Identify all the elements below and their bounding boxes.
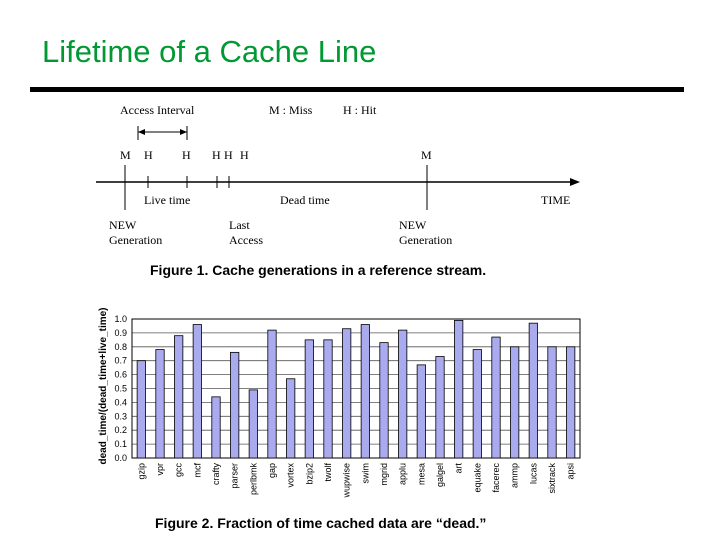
bar-crafty [212,397,220,458]
x-tick-label: wupwise [341,463,352,498]
y-tick-label: 0.0 [114,453,127,463]
bar-mcf [193,325,201,458]
marker-h-3: H [212,148,221,162]
x-tick-label: swim [360,463,371,484]
access-interval-label: Access Interval [120,103,195,117]
x-tick-label: twolf [323,463,333,482]
bar-sixtrack [548,347,556,458]
bar-lucas [529,323,537,458]
last-access-line2: Access [229,233,263,247]
y-tick-label: 0.4 [114,397,127,408]
bar-perlbmk [249,390,257,458]
y-tick-label: 0.8 [114,341,127,352]
x-tick-label: gap [267,463,277,479]
bar-bzip2 [305,340,313,458]
y-tick-label: 0.2 [114,425,127,436]
x-tick-label: mgrid [379,463,389,486]
bar-swim [361,325,369,458]
x-tick-label: lucas [528,463,539,485]
miss-legend: M : Miss [269,103,313,117]
x-tick-label: crafty [211,463,221,486]
bar-apsi [566,347,574,458]
x-tick-label: mcf [192,463,203,478]
bar-art [454,320,462,458]
x-tick-label: ammp [509,463,520,489]
x-tick-label: facerec [491,463,501,493]
x-tick-label: vortex [285,463,296,488]
x-tick-label: mesa [416,463,427,486]
x-tick-label: equake [472,463,483,493]
new-generation-1-line1: NEW [109,218,137,232]
time-label: TIME [541,193,571,207]
marker-m-1: M [120,148,131,162]
bar-mesa [417,365,425,458]
x-tick-label: sixtrack [547,463,557,494]
y-tick-label: 0.6 [114,369,127,380]
marker-h-4: H [224,148,233,162]
x-tick-label: art [453,463,464,474]
y-tick-label: 1.0 [114,314,127,324]
y-tick-label: 0.7 [114,355,127,366]
y-tick-label: 0.5 [114,383,127,394]
bar-gzip [137,361,145,458]
new-generation-1-line2: Generation [109,233,163,247]
bar-mgrid [380,343,388,458]
x-tick-label: galgel [435,463,445,488]
y-tick-label: 0.9 [114,327,127,338]
bar-ammp [510,347,518,458]
y-tick-label: 0.3 [114,411,127,422]
marker-h-2: H [182,148,191,162]
x-tick-label: gzip [136,463,147,480]
marker-m-2: M [421,148,432,162]
new-generation-2-line1: NEW [399,218,427,232]
last-access-line1: Last [229,218,250,232]
x-tick-label: perlbmk [248,463,259,496]
bar-vpr [156,350,164,458]
bar-facerec [492,337,500,458]
slide-title: Lifetime of a Cache Line [42,34,377,69]
hit-legend: H : Hit [343,103,377,117]
bar-twolf [324,340,332,458]
bar-gcc [174,336,182,458]
bar-equake [473,350,481,458]
x-tick-label: parser [229,463,240,489]
dead-time-label: Dead time [280,193,330,207]
x-tick-label: applu [397,463,408,486]
marker-h-5: H [240,148,249,162]
x-tick-label: bzip2 [304,463,315,485]
figure-1-caption: Figure 1. Cache generations in a reference stream. [150,262,487,278]
x-tick-label: gcc [173,463,184,478]
x-tick-label: vpr [155,463,165,476]
x-tick-label: apsi [565,463,576,480]
bar-wupwise [342,329,350,458]
bar-galgel [436,357,444,458]
new-generation-2-line2: Generation [399,233,453,247]
bar-gap [268,330,276,458]
bar-parser [230,352,238,458]
bar-vortex [286,379,294,458]
marker-h-1: H [144,148,153,162]
y-tick-label: 0.1 [114,439,127,450]
figure-2-caption: Figure 2. Fraction of time cached data are “dead.” [155,515,487,531]
bar-applu [398,330,406,458]
live-time-label: Live time [144,193,191,207]
y-axis-label: dead_time/(dead_time+live_time) [98,307,109,465]
